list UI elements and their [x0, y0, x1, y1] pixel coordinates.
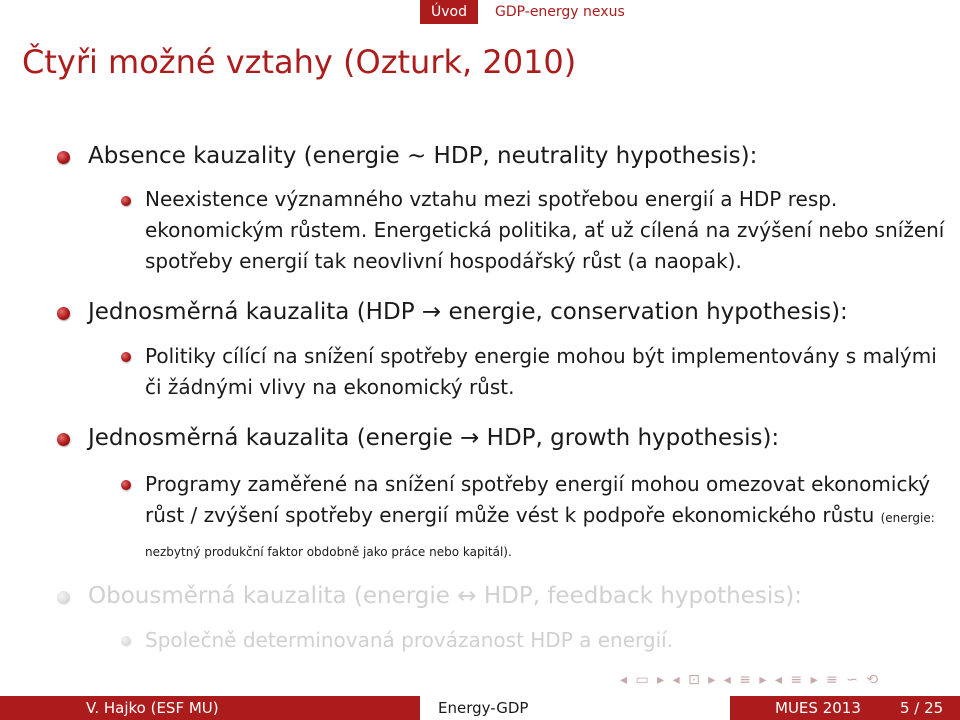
item-label: Jednosměrná kauzalita (energie → HDP, growth hypothesis): [88, 425, 780, 451]
item-subtext: Neexistence významného vztahu mezi spotřebou energií a HDP resp. ekonomickým růstem. Energetická politika, ať už cílená na zvýšení nebo snížení spotřeby energií tak neovlivní hospodářský růst (a naopak). [145, 187, 945, 273]
item-label: Obousměrná kauzalita (energie ↔ HDP, feedback hypothesis): [88, 583, 802, 609]
nav-section-current[interactable]: Úvod [420, 0, 478, 24]
bullet-icon [121, 480, 131, 490]
item-label: Jednosměrná kauzalita (HDP → energie, conservation hypothesis): [88, 299, 848, 325]
bullet-icon [121, 352, 131, 362]
footer-title: Energy-GDP [438, 699, 529, 717]
footer-bar [0, 696, 960, 720]
item-subtext: Programy zaměřené na snížení spotřeby energií mohou omezovat ekonomický růst / zvýšení spotřeby energií může vést k podpoře ekonomického růstu [145, 472, 931, 527]
footer-author: V. Hajko (ESF MU) [86, 699, 219, 717]
bullet-icon [121, 636, 131, 646]
footer-page-number: 5 / 25 [900, 699, 944, 717]
item-subtext-note: (energie: nezbytný produkční faktor obdobně jako práce nebo kapitál). [145, 511, 935, 559]
bullet-icon [57, 433, 70, 446]
footer-title-cell [420, 696, 730, 720]
footer-conference: MUES 2013 [775, 699, 861, 717]
beamer-navigation-icons[interactable]: ◂ ▭ ▸ ◂ ⊡ ▸ ◂ ≡ ▸ ◂ ≡ ▸ ≡ ∽ ⟲ [620, 672, 881, 688]
item-label: Absence kauzality (energie ∼ HDP, neutrality hypothesis): [88, 143, 758, 169]
header-bar [0, 0, 960, 24]
item-subtext: Společně determinovaná provázanost HDP a energií. [145, 628, 674, 652]
bullet-icon [121, 196, 131, 206]
bullet-icon [57, 591, 70, 604]
bullet-icon [57, 151, 70, 164]
bullet-icon [57, 307, 70, 320]
footer-info-cell [730, 696, 960, 720]
slide-title: Čtyři možné vztahy (Ozturk, 2010) [22, 43, 577, 81]
item-subtext: Politiky cílící na snížení spotřeby energie mohou být implementovány s malými či žádnými vlivy na ekonomický růst. [145, 344, 937, 399]
footer-author-cell [0, 696, 420, 720]
item-subtext-block [145, 469, 945, 568]
nav-section-next[interactable]: GDP-energy nexus [495, 4, 625, 20]
